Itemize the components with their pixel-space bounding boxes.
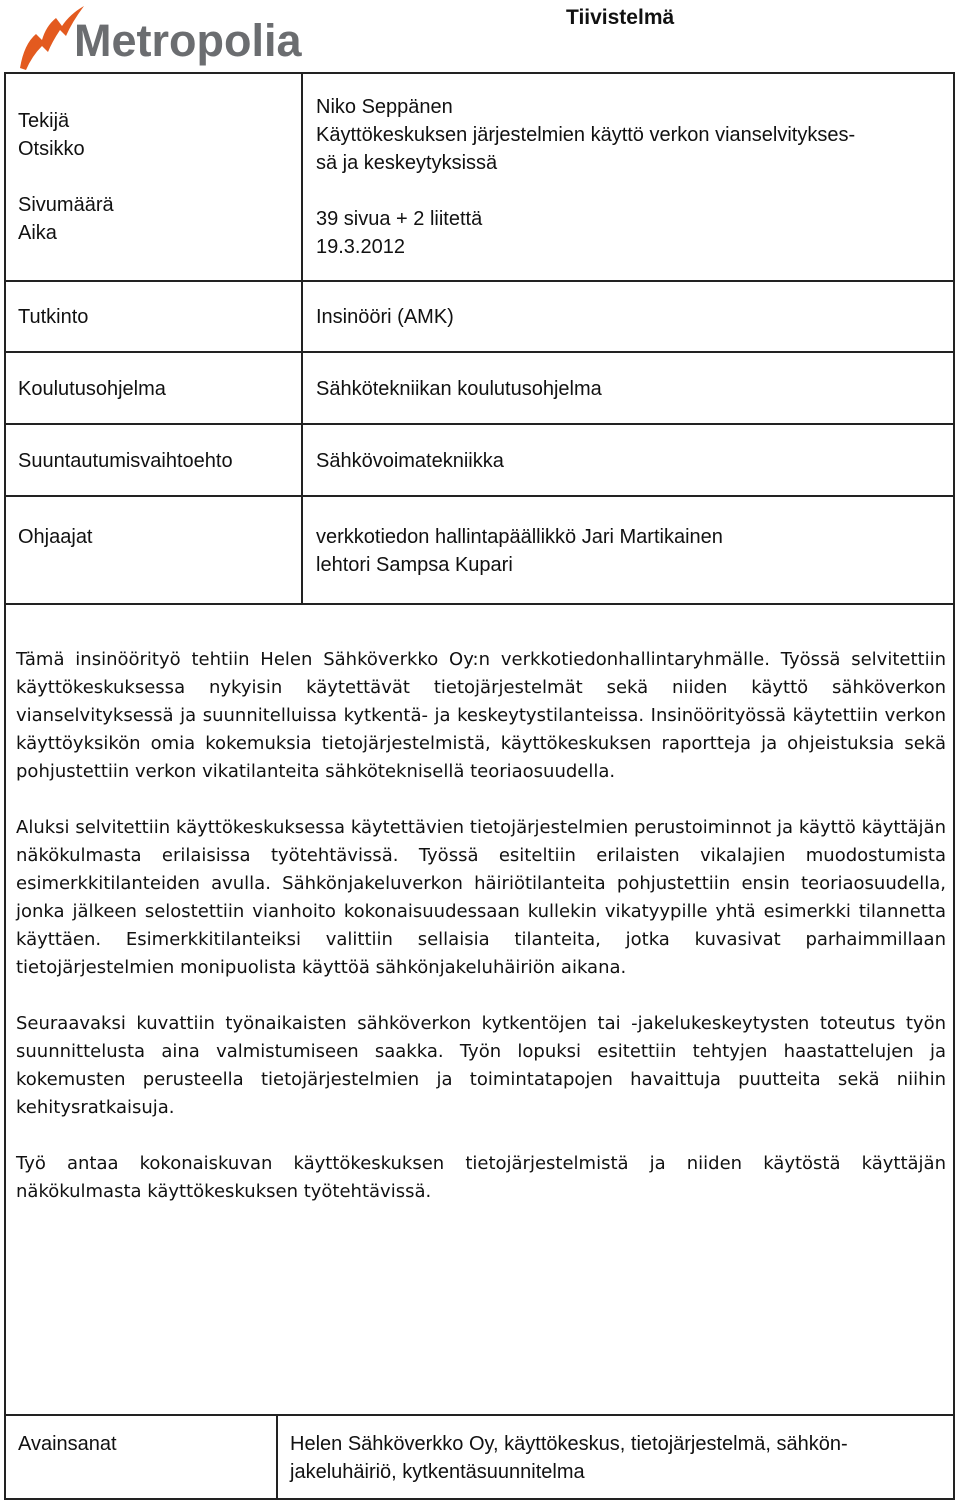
author-value: Niko Seppänen <box>316 96 453 118</box>
supervisor-2: lehtori Sampsa Kupari <box>316 554 513 576</box>
supervisors-label: Ohjaajat <box>18 526 93 548</box>
abstract-paragraph: Aluksi selvitettiin käyttökeskuksessa käytettävien tietojärjestelmien perustoiminnot ja käyttö käyttäjän näkökulmasta erilaisissa työtehtävissä. Työssä esiteltiin erilaisten vikalajien muodostumista esimerkkitilanteiden avulla. Sähkönjakeluverkon häiriötilanteita pohjustettiin ensin teoriaosuudella, jonka jälkeen selostettiin vianhoito kokonaisuudessaan kullekin vikatyypille yhtä esimerkki tilannetta käyttäen. Esimerkkitilanteiksi valittiin sellaisia tilanteita, jotka kuvasivat parhaimmillaan tietojärjestelmien monipuolista käyttöä sähkönjakeluhäiriön aikana. <box>16 817 946 978</box>
logo-wordmark: Metropolia <box>74 15 302 66</box>
row-divider <box>4 280 955 282</box>
metropolia-logo-graphic <box>14 4 319 70</box>
keywords-line1: Helen Sähköverkko Oy, käyttökeskus, tietojärjestelmä, sähkön- <box>290 1433 848 1455</box>
degree-value: Insinööri (AMK) <box>316 306 454 328</box>
specialisation-label: Suuntautumisvaihtoehto <box>18 450 233 472</box>
abstract-paragraph: Seuraavaksi kuvattiin työnaikaisten sähköverkon kytkentöjen tai -jakelukeskeytysten toteutus työn suunnittelusta aina valmistumiseen saakka. Työn lopuksi esitettiin tehtyjen haastattelujen ja kokemusten perusteella tietojärjestelmien ja toimintatapojen havaittuja puutteita sekä niihin kehitysratkaisuja. <box>16 1013 946 1118</box>
title-label: Otsikko <box>18 138 85 160</box>
row-divider <box>4 351 955 353</box>
author-label: Tekijä <box>18 110 70 132</box>
keywords-value <box>290 1430 948 1486</box>
abstract-paragraph: Tämä insinöörityö tehtiin Helen Sähköverkko Oy:n verkkotiedonhallintaryhmälle. Työssä selvitettiin käyttökeskuksessa nykyisin käytettävät tietojärjestelmät sekä niiden käyttö sähköverkon vianselvityksessä ja suunnitelluissa kytkentä- ja keskeytystilanteissa. Insinöörityössä käytettiin verkon käyttöyksikön omia kokemuksia tietojärjestelmistä, käyttökeskuksen raportteja ja ohjeistuksia sekä pohjustettiin verkon vikatilanteita sähköteknisellä teoriaosuudella. <box>16 649 946 782</box>
degree-label: Tutkinto <box>18 306 89 328</box>
pages-value: 39 sivua + 2 liitettä <box>316 208 483 230</box>
document-type-title: Tiivistelmä <box>566 6 675 29</box>
abstract-body <box>16 646 946 1206</box>
pages-label: Sivumäärä <box>18 194 114 216</box>
programme-value: Sähkötekniikan koulutusohjelma <box>316 378 602 400</box>
row-divider <box>4 423 955 425</box>
specialisation-value: Sähkövoimatekniikka <box>316 450 504 472</box>
row-divider <box>4 603 955 605</box>
column-divider <box>301 72 303 605</box>
supervisor-1: verkkotiedon hallintapäällikkö Jari Martikainen <box>316 526 723 548</box>
date-label: Aika <box>18 222 57 244</box>
keywords-divider <box>4 1414 955 1416</box>
thesis-title-line2: sä ja keskeytyksissä <box>316 152 498 174</box>
keywords-column-divider <box>276 1414 278 1500</box>
keywords-label: Avainsanat <box>18 1433 117 1455</box>
metropolia-logo <box>14 4 319 70</box>
abstract-paragraph: Työ antaa kokonaiskuvan käyttökeskuksen tietojärjestelmistä ja niiden käytöstä käyttäjän näkökulmasta käyttökeskuksen työtehtävissä. <box>16 1153 946 1202</box>
row-divider <box>4 495 955 497</box>
thesis-title-line1: Käyttökeskuksen järjestelmien käyttö verkon vianselvitykses- <box>316 124 856 146</box>
date-value: 19.3.2012 <box>316 236 405 258</box>
keywords-line2: jakeluhäiriö, kytkentäsuunnitelma <box>290 1461 585 1483</box>
programme-label: Koulutusohjelma <box>18 378 166 400</box>
